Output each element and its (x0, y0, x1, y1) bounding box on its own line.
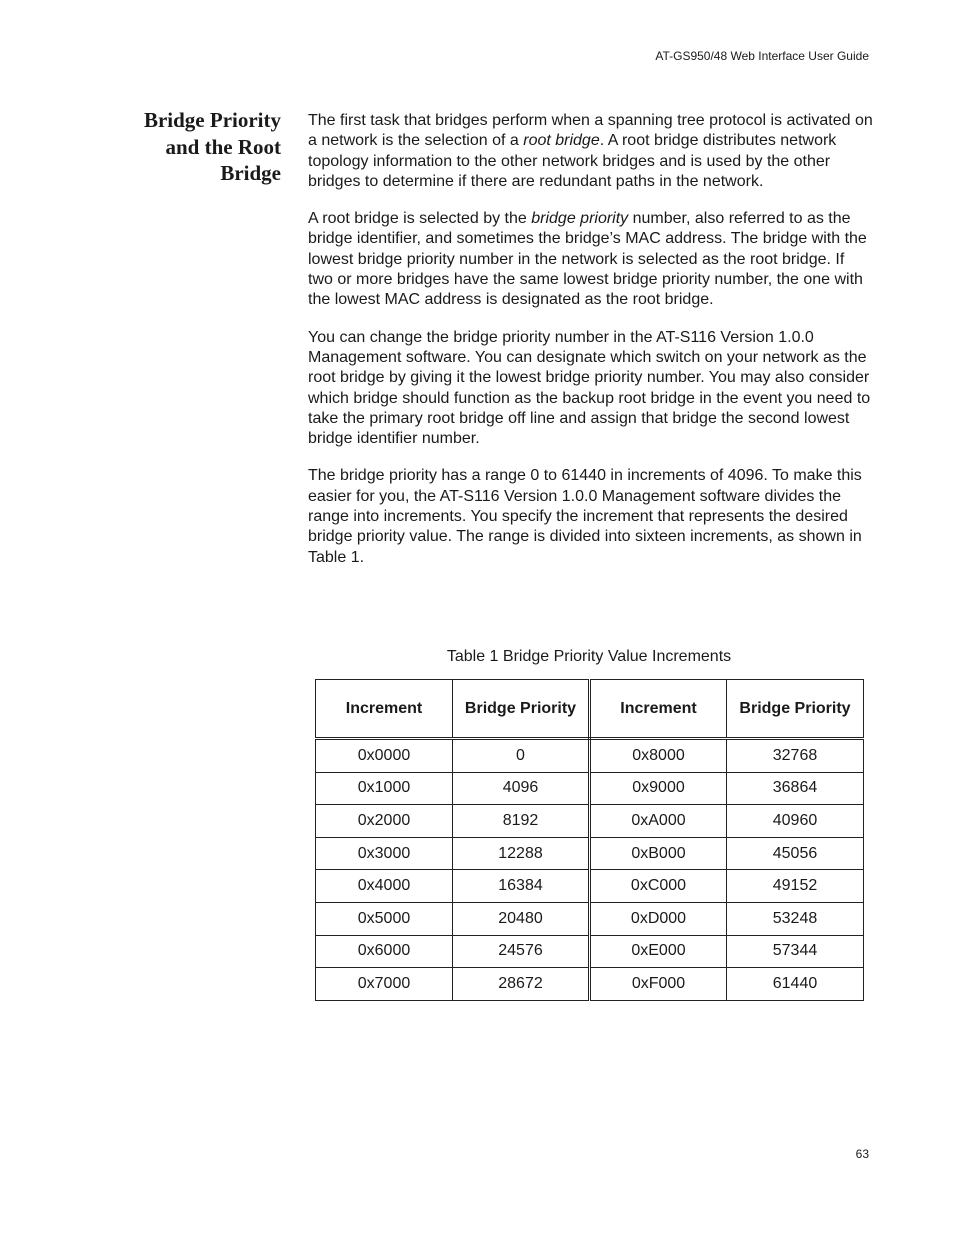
table-cell: 40960 (727, 805, 864, 838)
table-row (316, 968, 864, 1001)
table-cell: 0xF000 (590, 968, 727, 1001)
table-cell: 0x9000 (590, 772, 727, 805)
table-cell: 0x8000 (590, 739, 727, 773)
body-text (308, 111, 873, 585)
column-header: Increment (316, 680, 453, 739)
table-cell: 0x0000 (316, 739, 453, 773)
table-cell: 0x6000 (316, 935, 453, 968)
priority-table (315, 679, 864, 1001)
table-cell: 53248 (727, 902, 864, 935)
table-header-row (316, 680, 864, 739)
paragraph: The bridge priority has a range 0 to 61440 in increments of 4096. To make this easier for you, the AT-S116 Version 1.0.0 Management software divides the range into increments. You specify the increment that represents the desired bridge priority value. The range is divided into sixteen increments, as shown in Table 1. (308, 467, 862, 566)
table-cell: 16384 (453, 870, 590, 903)
page-number: 63 (855, 1147, 869, 1161)
table-cell: 0x2000 (316, 805, 453, 838)
table-cell: 32768 (727, 739, 864, 773)
section-title-line: Bridge Priority (143, 108, 281, 132)
emphasis: bridge priority (531, 210, 629, 228)
table-cell: 24576 (453, 935, 590, 968)
table-row (316, 935, 864, 968)
table-cell: 8192 (453, 805, 590, 838)
table-row (316, 739, 864, 773)
emphasis: root bridge (523, 132, 600, 150)
table-cell: 36864 (727, 772, 864, 805)
table-cell: 57344 (727, 935, 864, 968)
table-cell: 45056 (727, 837, 864, 870)
table-cell: 0xD000 (590, 902, 727, 935)
table-row (316, 772, 864, 805)
table-cell: 28672 (453, 968, 590, 1001)
table-caption: Table 1 Bridge Priority Value Increments (446, 648, 732, 665)
table-cell: 0xB000 (590, 837, 727, 870)
table-cell: 0x5000 (316, 902, 453, 935)
table-row (316, 805, 864, 838)
paragraph: A root bridge is selected by the bridge priority number, also referred to as the bridge identifier, and sometimes the bridge’s MAC address. The bridge with the lowest bridge priority number in the network is selected as the root bridge. If two or more bridges have the same lowest bridge priority number, the one with the lowest MAC address is designated as the root bridge. (308, 210, 867, 309)
column-header: Bridge Priority (453, 680, 590, 739)
section-title-line: and the Root (165, 134, 281, 159)
table-cell: 0x3000 (316, 837, 453, 870)
table-cell: 0x4000 (316, 870, 453, 903)
column-header: Increment (590, 680, 727, 739)
paragraph: The first task that bridges perform when a spanning tree protocol is activated on a network is the selection of a root bridge. A root bridge distributes network topology information to the other network bridges and is used by the other bridges to determine if there are redundant paths in the network. (308, 112, 873, 190)
table-cell: 0xA000 (590, 805, 727, 838)
table-cell: 0x1000 (316, 772, 453, 805)
table-row (316, 902, 864, 935)
section-title (120, 107, 281, 187)
table-row (316, 870, 864, 903)
paragraph: You can change the bridge priority number in the AT-S116 Version 1.0.0 Management software. You can designate which switch on your network as the root bridge by giving it the lowest bridge priority number. You may also consider which bridge should function as the backup root bridge in the event you need to take the primary root bridge off line and assign that bridge the second lowest bridge identifier number. (308, 328, 871, 448)
table-cell: 12288 (453, 837, 590, 870)
table-cell: 61440 (727, 968, 864, 1001)
table-cell: 0xE000 (590, 935, 727, 968)
table-row (316, 837, 864, 870)
section-title-line: Bridge (220, 161, 281, 185)
table-cell: 49152 (727, 870, 864, 903)
table-cell: 0 (453, 739, 590, 773)
table-cell: 0x7000 (316, 968, 453, 1001)
running-header: AT-GS950/48 Web Interface User Guide (655, 49, 869, 63)
table-cell: 4096 (453, 772, 590, 805)
table-cell: 0xC000 (590, 870, 727, 903)
column-header: Bridge Priority (727, 680, 864, 739)
table-cell: 20480 (453, 902, 590, 935)
